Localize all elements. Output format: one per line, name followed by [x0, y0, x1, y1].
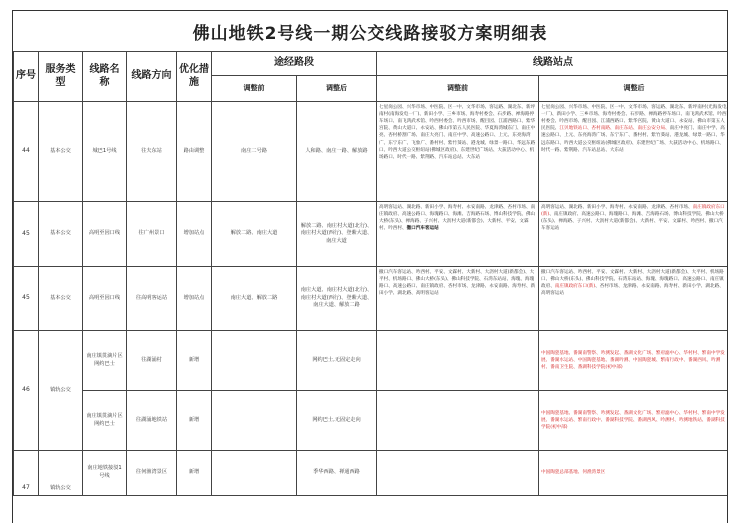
cell-stops-before	[377, 451, 539, 496]
cell-via-before: 南庄二号路	[212, 102, 297, 202]
stops-after-tail: 、南庄镇政府、高速公路口、海瑰路口、海滩、吉海路石场、博山科技学院、佛山大桥(东头)、禅海路、子兴村、大沥村大道(新都会)、大新村、平安、文霖村、吟西村、撤口汽车客运站	[541, 212, 724, 232]
cell-type: 镇轨公交	[39, 331, 83, 451]
table-row	[14, 102, 729, 202]
cell-via-before: 南庄大道、解放二路	[212, 267, 297, 331]
cell-seq: 44	[14, 102, 39, 202]
cell-direction: 往高明客运站	[127, 267, 177, 331]
header-route-name: 线路名称	[83, 52, 127, 102]
table-row	[14, 202, 729, 267]
cell-stops-before	[377, 331, 539, 391]
cell-stops-before: 七星岗公园、兴华市场、中医院、区一中、文华市场、客运路、湖北东、新坪南村(南海发电一厂)、新田小学、三乡市场、海寿村委会、石步路、禅海路停车场口、南飞鸿武术馆、吟西村委会、吟西市场、醒目园、江浦西路口、紫华宫院、黄山大道口、永安站、佛山市第五人民医院、华夏海湾城东门、南庄中亮、杏村桥割广场、南庄大亮门、南庄中学、高速公路口、上元、东亮海湾广、东宁东广、飞象广、番村村、紫竹葵站、港龙城、绿景一路口、华远东路口、吟西大道公交枢纽站(佛城区政府)、东建世纪广场站、大荻活动中心、机场路口、时代一路、紫荆路、汽车站总站、大东站	[377, 102, 539, 202]
cell-route-name: 高明至因口线	[83, 202, 127, 267]
stops-after-new: 南庄镇政府东口(新)	[554, 284, 596, 290]
header-via-after: 调整后	[297, 76, 377, 102]
cell-stops-after: 中国陶瓷基地、番湖南警察、吟测发起、番湖文化广场、繁府滤中心、华村村、繁南中学发展、番湖水运站、繁南行政中、番湖科技学院、番湖西风、吟测村、吟测地铁站、番湖科技学院(初中部)	[539, 391, 729, 451]
stops-before-terminal: 撤口汽车客运站	[406, 226, 439, 232]
cell-stops-after	[539, 102, 729, 202]
header-via-before: 调整前	[212, 76, 297, 102]
cell-via-before	[212, 451, 297, 496]
header-direction: 线路方向	[127, 52, 177, 102]
cell-route-name: 高明至因口线	[83, 267, 127, 331]
cell-seq: 45	[14, 202, 39, 267]
cell-type: 镇轨公交	[39, 451, 83, 496]
header-seq: 序号	[14, 52, 39, 102]
cell-stops-after: 中国陶瓷总部基地、何渔湾景区	[539, 451, 729, 496]
cell-seq: 46	[14, 331, 39, 451]
stops-after-tail: 、杏村市场、龙津路、永安南路、海寿村、新田小学、湖北路、高明客运站	[541, 284, 724, 297]
cell-measure: 增加站点	[177, 267, 212, 331]
cell-direction: 往广州景口	[127, 202, 177, 267]
header-measure: 优化措施	[177, 52, 212, 102]
cell-direction: 往何渔湾景区	[127, 451, 177, 496]
cell-measure: 新增	[177, 391, 212, 451]
cell-measure: 增加站点	[177, 202, 212, 267]
cell-stops-after	[539, 202, 729, 267]
stops-after-new: 南庄镇政府东口(新)	[541, 205, 725, 218]
cell-stops-after	[539, 267, 729, 331]
cell-via-after: 网约巴士,无固定走向	[297, 391, 377, 451]
header-stops-after: 调整后	[539, 76, 729, 102]
cell-via-after: 季华西路、禅通西路	[297, 451, 377, 496]
header-row-1	[14, 52, 729, 76]
cell-measure: 新增	[177, 331, 212, 391]
cell-via-after: 解放二路、南庄村大道(北行)、南庄村大道(西行)、登紫大道、南庄大道	[297, 202, 377, 267]
header-via-road: 途经路段	[212, 52, 377, 76]
cell-direction: 往湖涌村	[127, 331, 177, 391]
cell-measure: 新增	[177, 451, 212, 496]
table-row	[14, 451, 729, 496]
cell-measure: 路由调整	[177, 102, 212, 202]
stops-after-text: 高明客运站、湖北路、新田小学、海寿村、永安南路、龙津路、杏村市场、	[541, 205, 693, 210]
cell-stops-before	[377, 391, 539, 451]
cell-via-after: 网约巴士,无固定走向	[297, 331, 377, 391]
cell-type: 基本公交	[39, 102, 83, 202]
cell-stops-after: 中国陶瓷基地、番湖南警察、吟测发起、番湖文化广场、繁府滤中心、华村村、繁南中学发展、番湖水运站、中国陶瓷基地、番湖吟测、中国陶瓷城、繁南行政中、番湖西风、吟测村、番南卫生院、番湖科技学院(初中部)	[539, 331, 729, 391]
cell-stops-before	[377, 202, 539, 267]
sheet-title: 佛山地铁2号线一期公交线路接驳方案明细表	[192, 23, 548, 44]
bus-route-table	[13, 51, 728, 496]
cell-type: 基本公交	[39, 202, 83, 267]
stops-after-tail: 南庄中亮门、南庄中学、高速公路口、上元、东亮海湾广场、东宁东广、番村村、紫竹葵站、港龙城、绿景一路口、华远东路口、吟西大道公交枢纽站(佛城区政府)、东建世纪广场、大荻活动中心、机场路口、时代一路、紫荆路、汽车站总站、大东站	[541, 126, 725, 153]
stops-after-text: 七星岗公园、兴华市场、中医院、区一中、文华市场、客运路、湖北东、新坪南村(光海发电一厂)、新田小学、三乡市场、海寿村委会、石步路、禅海路停车场口、南飞鸿武术馆、吟西村委会、吟西市场、醒目园、江浦西路口、紫华宫院、黄山大道口、永安站、佛山市第五人民医院、	[541, 105, 727, 132]
cell-seq: 45	[14, 267, 39, 331]
header-stops-before: 调整前	[377, 76, 539, 102]
table-row	[14, 331, 729, 391]
header-stops: 线路站点	[377, 52, 729, 76]
cell-via-before	[212, 391, 297, 451]
cell-route-name: 南庄镇贯滴片区网约巴士	[83, 391, 127, 451]
cell-seq: 47	[14, 451, 39, 496]
cell-route-name: 南庄地铁接驳1号线	[83, 451, 127, 496]
spreadsheet-sheet	[12, 10, 728, 523]
cell-stops-before: 撤口汽车客运站、吟西村、平安、文霖村、大新村、大沥村大道(新都会)、大平村、机场路口、佛山大桥(东头)、佛山科技学院、石湾东站站、海瑰、海瑰路口、高速公路口、南庄镇政府、杏村市场、龙津路、永安南路、海寿村、新田小学、湖北路、高明客运站	[377, 267, 539, 331]
cell-route-name: 南庄镇贯滴片区网约巴士	[83, 331, 127, 391]
cell-route-name: 城巴1号线	[83, 102, 127, 202]
cell-via-after: 南庄大道、南庄村大道(北行)、南庄村大道(西行)、登紫大道、南庄大道、解放二路	[297, 267, 377, 331]
cell-direction: 往夫东站	[127, 102, 177, 202]
cell-via-after: 人和路、南庄一路、解放路	[297, 102, 377, 202]
stops-after-text: 撤口汽车客运站、吟西村、平安、文霖村、大新村、大沥村大道(新都会)、大平村、机场路口、佛山大桥(东头)、佛山科技学院、石湾东站站、海瑰、海瑰路口、高速公路口、南庄镇政府、	[541, 270, 724, 290]
cell-via-before: 解放二路、南庄大道	[212, 202, 297, 267]
cell-direction: 往湖涌地铁站	[127, 391, 177, 451]
header-service-type: 服务类型	[39, 52, 83, 102]
table-row	[14, 391, 729, 451]
cell-type: 基本公交	[39, 267, 83, 331]
table-row	[14, 267, 729, 331]
stops-before-text: 高明客运站、湖北路、新田小学、海寿村、永安南路、龙津路、杏村市场、南庄镇政府、高速公路口、海瑰路口、海滩、吉海路石场、博山科技学院、佛山大桥(东头)、禅海路、子兴村、大沥村大道(新都会)、大新村、平安、文霖村、吟西村、	[379, 205, 536, 232]
cell-via-before	[212, 331, 297, 391]
stops-after-new: 江贝地铁站口、杏村南路、南庄东站、南庄公安分局、	[559, 126, 670, 132]
